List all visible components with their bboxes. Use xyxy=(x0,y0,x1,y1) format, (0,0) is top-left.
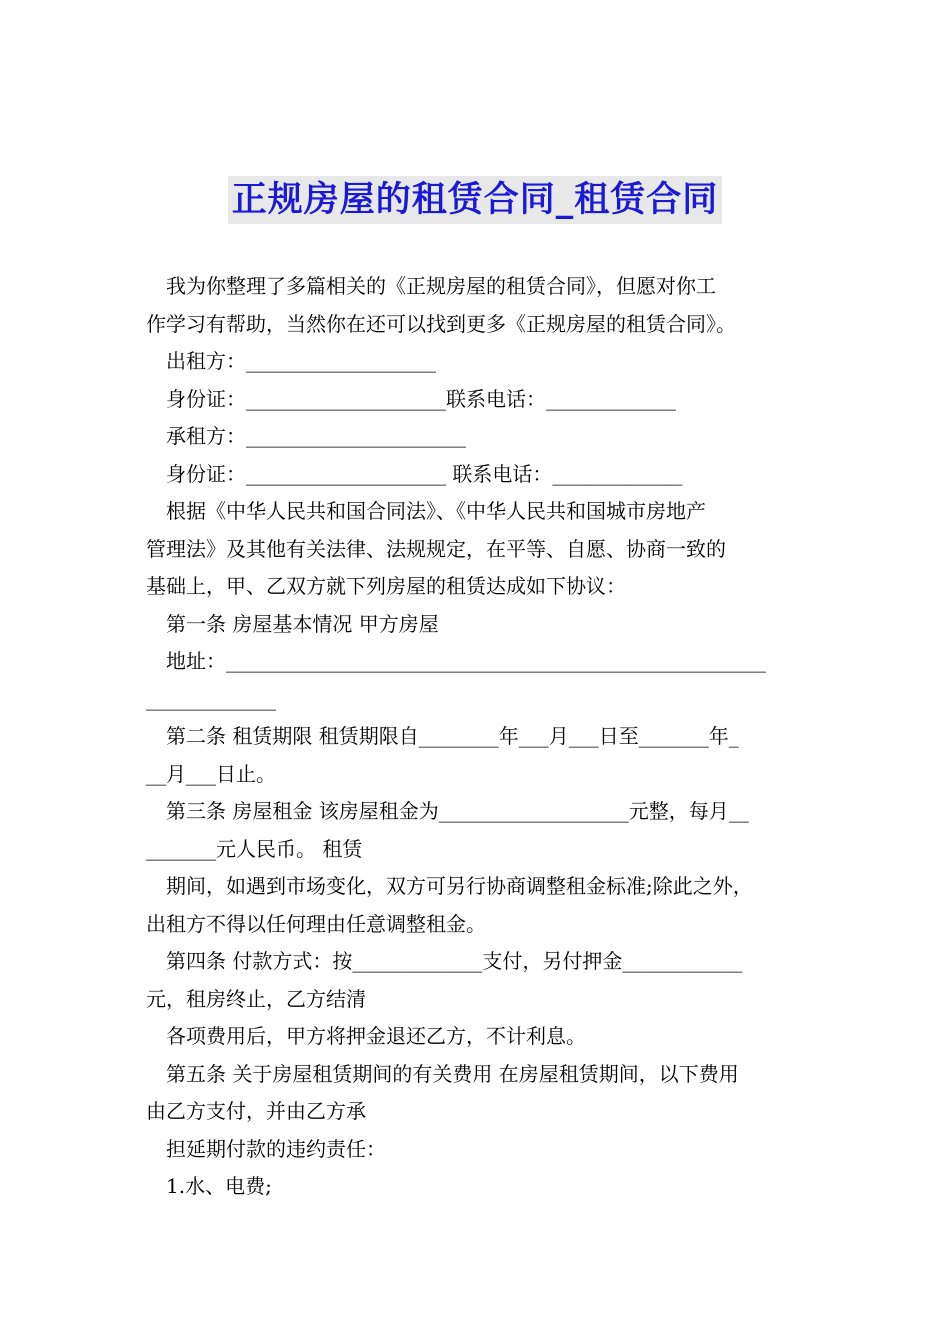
document-line: 管理法》及其他有关法律、法规规定，在平等、自愿、协商一致的 xyxy=(146,536,726,561)
document-line: 期间，如遇到市场变化，双方可另行协商调整租金标准;除此之外， xyxy=(166,874,753,898)
document-line: 承租方：______________________ xyxy=(166,424,466,448)
document-line: 第三条 房屋租金 该房屋租金为___________________元整，每月__ xyxy=(166,799,749,823)
document-line: __月___日止。 xyxy=(146,761,276,786)
document-line: 第二条 租赁期限 租赁期限自________年___月___日至_______年_ xyxy=(166,724,739,748)
document-line: 身份证：____________________联系电话：_____________ xyxy=(166,386,676,411)
document-line: 基础上，甲、乙双方就下列房屋的租赁达成如下协议： xyxy=(146,574,626,598)
document-line: 元，租房终止，乙方结清 xyxy=(146,986,366,1011)
document-line: 第四条 付款方式：按_____________支付，另付押金____________ xyxy=(166,949,743,973)
document-line: _____________ xyxy=(146,686,276,711)
document-line: 出租方：___________________ xyxy=(166,349,436,373)
document-line: _______元人民币。 租赁 xyxy=(146,836,363,861)
document-line: 身份证：____________________ 联系电话：_____________ xyxy=(166,461,683,486)
title-container xyxy=(0,176,950,224)
document-title: 正规房屋的租赁合同_租赁合同 xyxy=(228,176,723,224)
document-line: 由乙方支付，并由乙方承 xyxy=(146,1099,366,1123)
document-line: 我为你整理了多篇相关的《正规房屋的租赁合同》，但愿对你工 xyxy=(166,274,716,298)
document-line: 担延期付款的违约责任： xyxy=(166,1136,386,1161)
document-body xyxy=(146,268,810,1206)
document-line: 地址：______________________________________________________ xyxy=(166,649,766,673)
document-line: 作学习有帮助，当然你在还可以找到更多《正规房屋的租赁合同》。 xyxy=(146,311,736,336)
document-line: 第五条 关于房屋租赁期间的有关费用 在房屋租赁期间，以下费用 xyxy=(166,1061,739,1086)
document-line: 第一条 房屋基本情况 甲方房屋 xyxy=(166,611,439,636)
document-line: 根据《中华人民共和国合同法》、《中华人民共和国城市房地产 xyxy=(166,499,706,523)
document-line: 出租方不得以任何理由任意调整租金。 xyxy=(146,911,486,936)
document-line: 各项费用后，甲方将押金退还乙方，不计利息。 xyxy=(166,1024,586,1048)
document-line: 1.水、电费; xyxy=(166,1174,272,1198)
